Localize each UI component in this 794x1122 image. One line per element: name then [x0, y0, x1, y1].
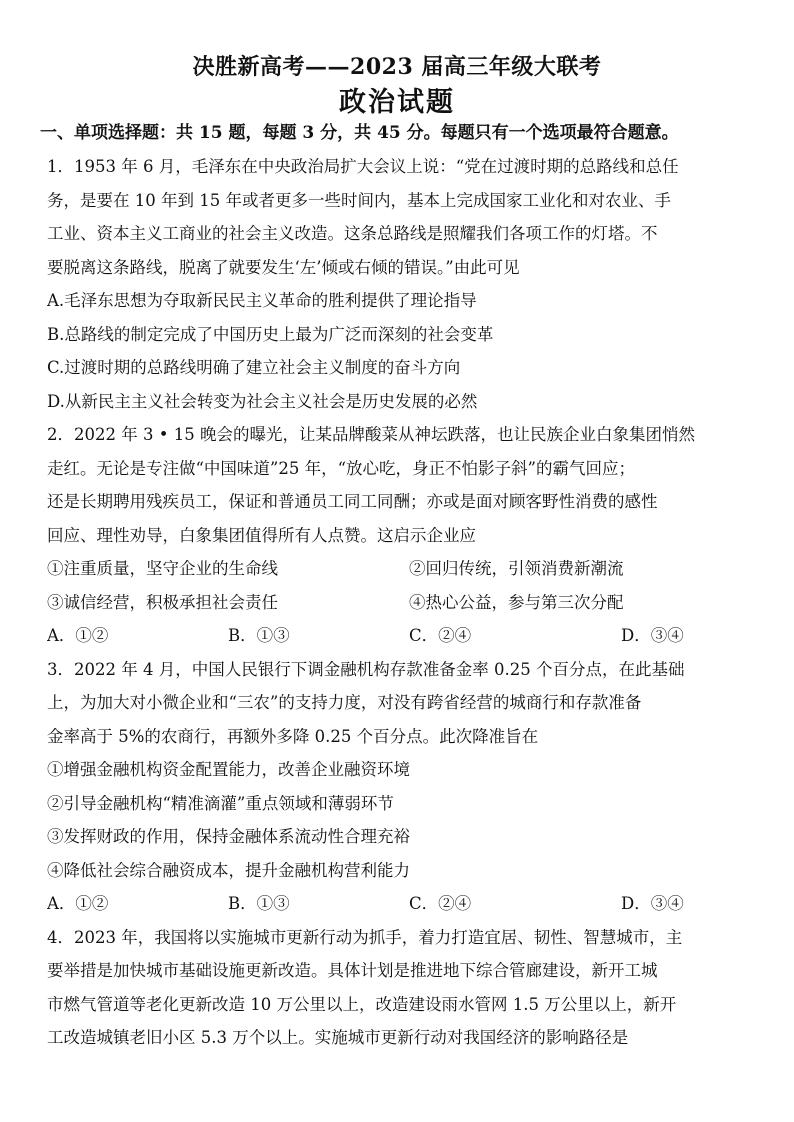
statement-1: ①增强金融机构资金配置能力，改善企业融资环境 [47, 760, 410, 779]
choice-c: C．②④ [409, 626, 472, 645]
subject-title: 政治试题 [339, 87, 455, 118]
statement-row [47, 552, 757, 586]
statement-1: ①注重质量，坚守企业的生命线 [47, 559, 278, 578]
question-4 [47, 921, 757, 1055]
question-stem-line: 工业、资本主义工商业的社会主义改造。这条总路线是照耀我们各项工作的灯塔。不 [47, 224, 658, 243]
question-stem-line: 上，为加大对小微企业和“三农”的支持力度，对没有跨省经营的城商行和存款准备 [47, 693, 642, 712]
section-heading: 一、单项选择题：共 15 题，每题 3 分，共 45 分。每题只有一个选项最符合题意。 [40, 123, 679, 143]
choice-row [47, 619, 757, 653]
statement-2: ②回归传统，引领消费新潮流 [409, 559, 624, 578]
choice-d: D．③④ [621, 626, 684, 645]
question-stem-line: 要举措是加快城市基础设施更新改造。具体计划是推进地下综合管廊建设，新开工城 [47, 961, 658, 980]
question-stem-line: 1．1953 年 6 月，毛泽东在中央政治局扩大会议上说：“党在过渡时期的总路线和总任 [47, 157, 679, 176]
choice-a: A．①② [47, 626, 109, 645]
question-stem-line: 还是长期聘用残疾员工，保证和普通员工同工同酬；亦或是面对顾客野性消费的感性 [47, 492, 658, 511]
option-c: C.过渡时期的总路线明确了建立社会主义制度的奋斗方向 [47, 358, 461, 377]
question-stem-line: 务，是要在 10 年到 15 年或者更多一些时间内，基本上完成国家工业化和对农业、手 [47, 190, 671, 210]
option-b: B.总路线的制定完成了中国历史上最为广泛而深刻的社会变革 [47, 324, 494, 344]
question-stem-line: 走红。无论是专注做“中国味道”25 年，“放心吃，身正不怕影子斜”的霸气回应； [47, 458, 635, 478]
question-2 [47, 418, 757, 653]
question-1 [47, 150, 757, 418]
question-stem-line: 要脱离这条路线，脱离了就要发生‘左’倾或右倾的错误。”由此可见 [47, 257, 520, 277]
statement-3: ③诚信经营，积极承担社会责任 [47, 592, 278, 612]
choice-b: B．①③ [228, 894, 290, 913]
question-list [47, 150, 757, 1055]
choice-d: D．③④ [621, 894, 684, 913]
choice-c: C．②④ [409, 894, 472, 913]
choice-a: A．①② [47, 894, 109, 913]
choice-b: B．①③ [228, 626, 290, 645]
exam-title: 决胜新高考——2023 届高三年级大联考 [192, 54, 602, 80]
question-stem-line: 金率高于 5%的农商行，再额外多降 0.25 个百分点。此次降准旨在 [47, 726, 539, 746]
question-3 [47, 653, 757, 921]
option-a: A.毛泽东思想为夺取新民民主义革命的胜利提供了理论指导 [47, 291, 477, 310]
statement-3: ③发挥财政的作用，保持金融体系流动性合理充裕 [47, 827, 410, 846]
statement-4: ④降低社会综合融资成本，提升金融机构营利能力 [47, 860, 410, 880]
choice-row [47, 887, 757, 921]
question-stem-line: 2．2022 年 3 • 15 晚会的曝光，让某品牌酸菜从神坛跌落，也让民族企业白象集团悄然 [47, 425, 695, 444]
statement-2: ②引导金融机构“精准滴灌”重点领域和薄弱环节 [47, 793, 394, 813]
question-stem-line: 3．2022 年 4 月，中国人民银行下调金融机构存款准备金率 0.25 个百分点，在此基础 [47, 659, 685, 679]
question-stem-line: 工改造城镇老旧小区 5.3 万个以上。实施城市更新行动对我国经济的影响路径是 [47, 1028, 629, 1047]
statement-row [47, 586, 757, 620]
question-stem-line: 4．2023 年，我国将以实施城市更新行动为抓手，着力打造宜居、韧性、智慧城市，主 [47, 927, 683, 947]
question-stem-line: 回应、理性劝导，白象集团值得所有人点赞。这启示企业应 [47, 525, 476, 545]
statement-4: ④热心公益，参与第三次分配 [409, 592, 624, 612]
question-stem-line: 市燃气管道等老化更新改造 10 万公里以上，改造建设雨水管网 1.5 万公里以上，新开 [47, 994, 677, 1014]
option-d: D.从新民主主义社会转变为社会主义社会是历史发展的必然 [47, 391, 478, 411]
